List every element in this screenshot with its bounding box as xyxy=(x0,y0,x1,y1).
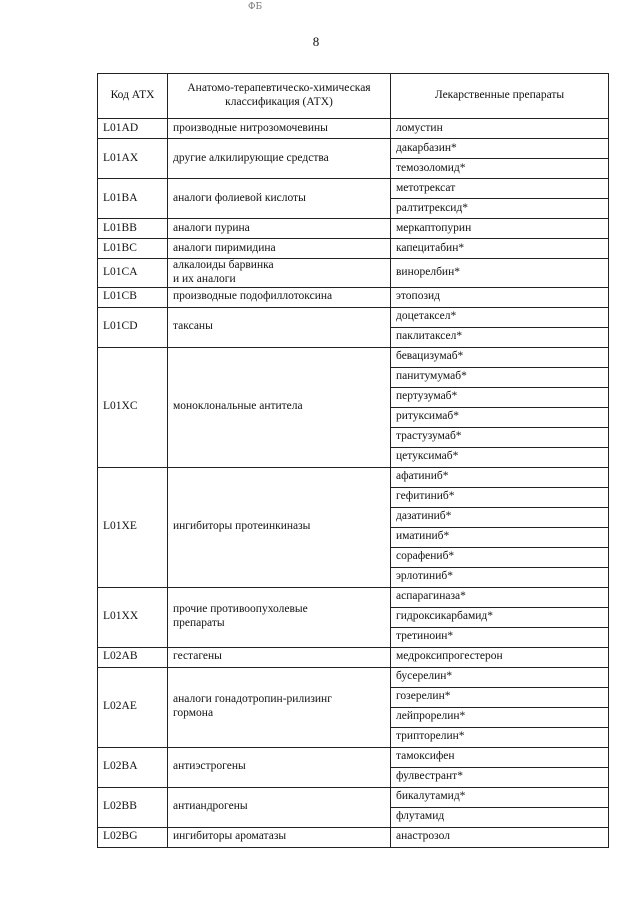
drug-name-cell: афатиниб* xyxy=(391,467,609,487)
drug-name-cell: доцетаксел* xyxy=(391,307,609,327)
atc-classification-cell: аналоги фолиевой кислоты xyxy=(168,179,391,219)
drug-name-cell: гидроксикарбамид* xyxy=(391,607,609,627)
table-row xyxy=(98,787,609,807)
table-row xyxy=(98,239,609,259)
atc-classification-cell: аналоги гонадотропин-рилизинг гормона xyxy=(168,667,391,747)
drug-name-cell: метотрексат xyxy=(391,179,609,199)
atc-classification-cell: аналоги пиримидина xyxy=(168,239,391,259)
drug-name-cell: фулвестрант* xyxy=(391,767,609,787)
atc-code-cell: L01XX xyxy=(98,587,168,647)
atc-classification-cell: производные нитрозомочевины xyxy=(168,119,391,139)
drug-name-cell: бикалутамид* xyxy=(391,787,609,807)
table-row xyxy=(98,467,609,487)
atc-drug-table xyxy=(97,73,609,848)
atc-code-cell: L01AX xyxy=(98,139,168,179)
atc-code-cell: L01AD xyxy=(98,119,168,139)
drug-name-cell: иматиниб* xyxy=(391,527,609,547)
atc-classification-cell: антиандрогены xyxy=(168,787,391,827)
table-row xyxy=(98,647,609,667)
drug-name-cell: анастрозол xyxy=(391,827,609,847)
atc-code-cell: L01BA xyxy=(98,179,168,219)
table-row xyxy=(98,307,609,327)
atc-classification-cell: аналоги пурина xyxy=(168,219,391,239)
atc-code-cell: L01BC xyxy=(98,239,168,259)
drug-name-cell: гефитиниб* xyxy=(391,487,609,507)
atc-code-cell: L02BB xyxy=(98,787,168,827)
drug-name-cell: третиноин* xyxy=(391,627,609,647)
drug-name-cell: ритуксимаб* xyxy=(391,407,609,427)
atc-classification-cell: прочие противоопухолевые препараты xyxy=(168,587,391,647)
drug-name-cell: меркаптопурин xyxy=(391,219,609,239)
drug-name-cell: панитумумаб* xyxy=(391,367,609,387)
atc-classification-cell: антиэстрогены xyxy=(168,747,391,787)
atc-classification-cell: моноклональные антитела xyxy=(168,347,391,467)
drug-name-cell: ломустин xyxy=(391,119,609,139)
drug-name-cell: пертузумаб* xyxy=(391,387,609,407)
header-code: Код АТХ xyxy=(98,74,168,119)
atc-code-cell: L01XE xyxy=(98,467,168,587)
header-drugs: Лекарственные препараты xyxy=(391,74,609,119)
atc-classification-cell: ингибиторы ароматазы xyxy=(168,827,391,847)
atc-code-cell: L01CB xyxy=(98,287,168,307)
atc-code-cell: L01BB xyxy=(98,219,168,239)
table-row xyxy=(98,667,609,687)
atc-classification-cell: другие алкилирующие средства xyxy=(168,139,391,179)
table-row xyxy=(98,587,609,607)
table-row xyxy=(98,139,609,159)
drug-name-cell: винорелбин* xyxy=(391,259,609,288)
table-row xyxy=(98,119,609,139)
atc-code-cell: L02AE xyxy=(98,667,168,747)
drug-name-cell: аспарагиназа* xyxy=(391,587,609,607)
drug-name-cell: бевацизумаб* xyxy=(391,347,609,367)
atc-code-cell: L02AB xyxy=(98,647,168,667)
table-row xyxy=(98,747,609,767)
table-row xyxy=(98,179,609,199)
drug-name-cell: дазатиниб* xyxy=(391,507,609,527)
atc-code-cell: L01CD xyxy=(98,307,168,347)
table-row xyxy=(98,287,609,307)
table-body xyxy=(98,119,609,848)
drug-name-cell: трастузумаб* xyxy=(391,427,609,447)
drug-name-cell: дакарбазин* xyxy=(391,139,609,159)
drug-name-cell: тамоксифен xyxy=(391,747,609,767)
drug-name-cell: лейпрорелин* xyxy=(391,707,609,727)
table-row xyxy=(98,827,609,847)
atc-classification-cell: таксаны xyxy=(168,307,391,347)
drug-name-cell: этопозид xyxy=(391,287,609,307)
drug-name-cell: медроксипрогестерон xyxy=(391,647,609,667)
atc-code-cell: L01CA xyxy=(98,259,168,288)
drug-name-cell: флутамид xyxy=(391,807,609,827)
table-header-row xyxy=(98,74,609,119)
drug-name-cell: сорафениб* xyxy=(391,547,609,567)
table-row xyxy=(98,347,609,367)
atc-code-cell: L01XC xyxy=(98,347,168,467)
table-row xyxy=(98,259,609,288)
header-classification: Анатомо-терапевтическо-химическая классификация (АТХ) xyxy=(168,74,391,119)
drug-name-cell: темозоломид* xyxy=(391,159,609,179)
atc-code-cell: L02BG xyxy=(98,827,168,847)
table-row xyxy=(98,219,609,239)
drug-name-cell: трипторелин* xyxy=(391,727,609,747)
scan-mark: ФБ xyxy=(248,2,263,12)
atc-classification-cell: ингибиторы протеинкиназы xyxy=(168,467,391,587)
page-number: 8 xyxy=(312,34,320,49)
atc-code-cell: L02BA xyxy=(98,747,168,787)
atc-classification-cell: гестагены xyxy=(168,647,391,667)
atc-classification-cell: производные подофиллотоксина xyxy=(168,287,391,307)
atc-classification-cell: алкалоиды барвинка и их аналоги xyxy=(168,259,391,288)
drug-name-cell: ралтитрексид* xyxy=(391,199,609,219)
drug-name-cell: паклитаксел* xyxy=(391,327,609,347)
drug-name-cell: бусерелин* xyxy=(391,667,609,687)
drug-name-cell: эрлотиниб* xyxy=(391,567,609,587)
drug-name-cell: гозерелин* xyxy=(391,687,609,707)
drug-name-cell: капецитабин* xyxy=(391,239,609,259)
drug-name-cell: цетуксимаб* xyxy=(391,447,609,467)
